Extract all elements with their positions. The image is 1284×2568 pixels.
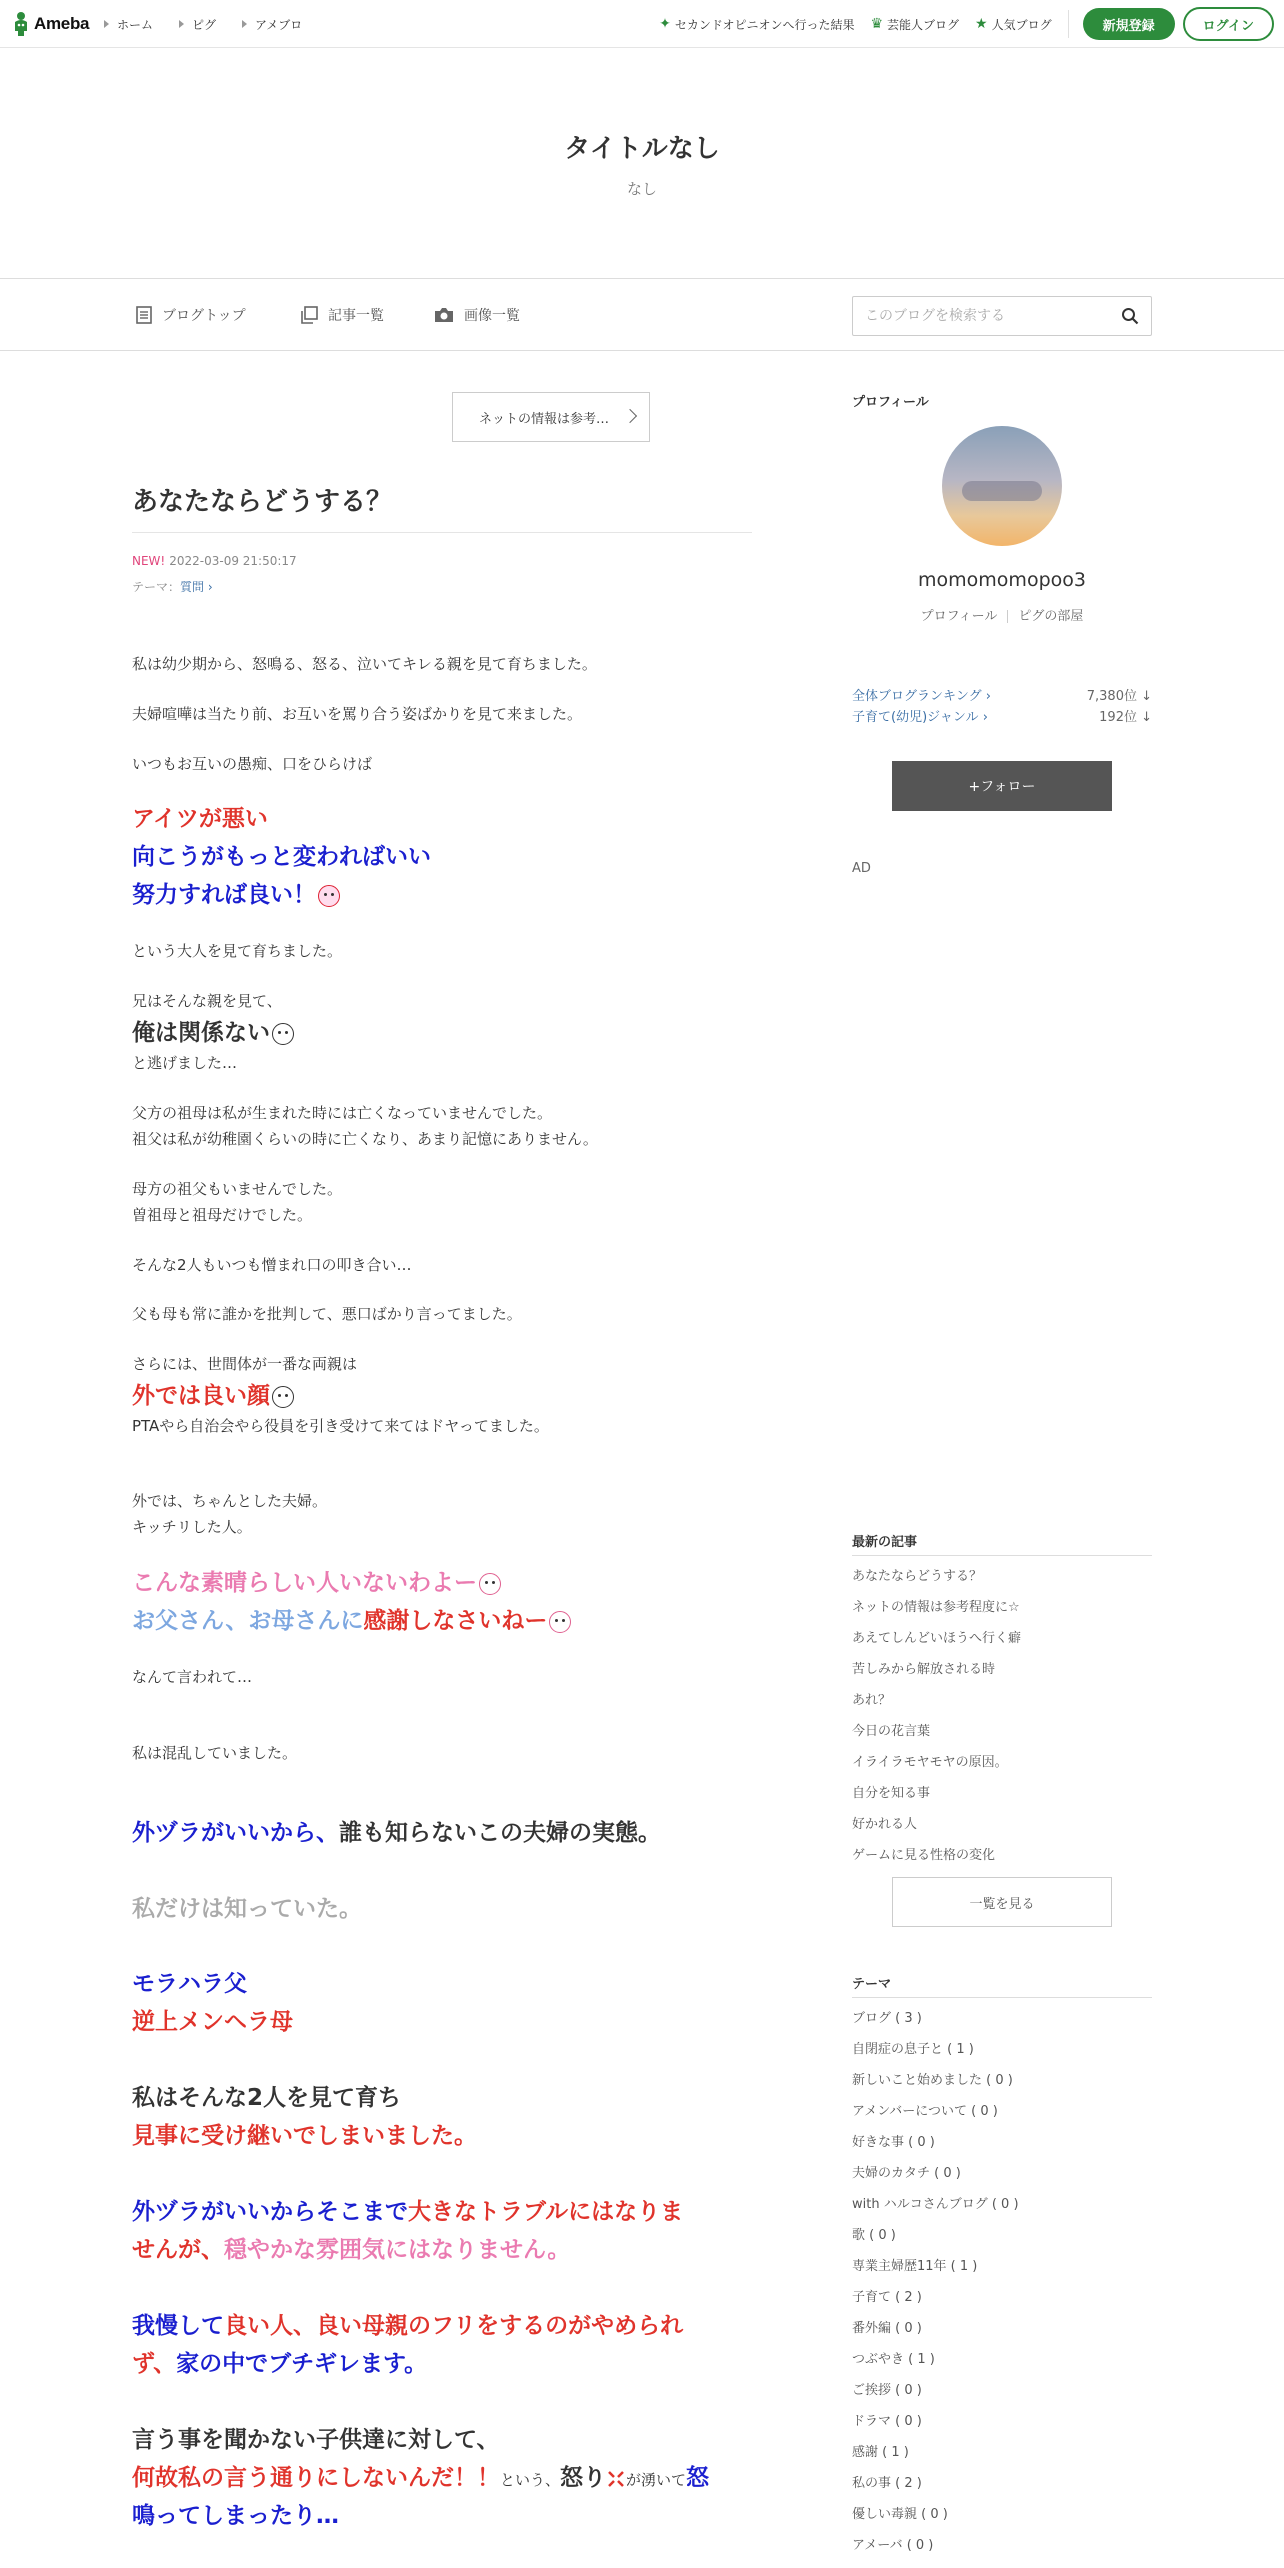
emphasis-line [132,2345,427,2383]
emphasis-line [132,2459,709,2499]
emphasis-text: 怒 [686,2465,710,2491]
blog-subtitle: なし [626,180,657,198]
emphasis-text: 努力すれば良い！ [132,882,316,908]
blog-header [0,48,1284,278]
header-divider [1068,10,1069,38]
article-theme [132,578,213,595]
link-label: 芸能人ブログ [887,17,960,32]
theme-item[interactable]: ドラマ ( 0 ) [852,2414,922,2429]
search-icon[interactable] [1121,307,1139,325]
chevron-right-icon: › [981,689,991,704]
emphasis-text: 外ヅラがいいからそこまで [132,2199,408,2225]
link-second-opinion[interactable] [659,16,854,33]
section-divider [852,1997,1152,1998]
theme-item[interactable]: つぶやき ( 1 ) [852,2352,935,2367]
text-line: なんて言われて… [132,1668,253,1686]
inline-text: が湧いて [626,2471,687,2489]
nav-article-list[interactable] [300,279,384,350]
emphasis-line [132,2307,683,2345]
ranking-value: 192位 ↓ [1099,710,1152,725]
emphasis-line: 見事に受け継いでしまいました。 [132,2123,477,2149]
emphasis-text: 感謝しなさいねー [363,1608,548,1634]
theme-item[interactable]: 感謝 ( 1 ) [852,2445,909,2460]
logo-text: Ameba [34,14,90,33]
emphasis-text: 我慢して [132,2313,224,2339]
emphasis-text: せんが、 [132,2237,224,2263]
ameba-logo[interactable] [12,10,89,38]
nav-label: 記事一覧 [328,307,384,324]
text-line: キッチリした人。 [132,1518,252,1536]
nav-pigg[interactable]: ピグ [179,16,216,33]
emphasis-line: アイツが悪い [132,806,268,832]
profile-link[interactable]: プロフィール [920,609,998,624]
emphasis-text: 誰も知らないこの夫婦の実態。 [339,1820,661,1846]
emphasis-text: お父さん、お母さんに [132,1608,364,1634]
profile-heading: プロフィール [852,395,929,410]
nav-blog-top[interactable] [136,279,246,350]
link-celebrity-blog[interactable] [870,16,959,33]
emphasis-line: モラハラ父 [132,1971,247,1997]
theme-item[interactable]: 専業主婦歴11年 ( 1 ) [852,2259,978,2274]
emphasis-line [132,1377,294,1415]
text-line: 私は幼少期から、怒鳴る、怒る、泣いてキレる親を見て育ちました。 [132,655,597,673]
emphasis-text: 怒り [560,2465,607,2491]
latest-heading: 最新の記事 [852,1535,918,1550]
emphasis-text: こんな素晴らしい人いないわよー [132,1570,477,1596]
emphasis-line [132,1564,501,1602]
link-label: セカンドオピニオンへ行った結果 [674,17,855,32]
emphasis-line [132,2193,683,2231]
inline-text: という、 [500,2471,561,2489]
text-line: 曽祖母と祖母だけでした。 [132,1206,313,1224]
text-line: 母方の祖父もいませんでした。 [132,1180,343,1198]
latest-article-item[interactable]: あえてしんどいほうへ行く癖 [852,1631,1022,1646]
theme-item[interactable]: アメンバーについて ( 0 ) [852,2104,998,2119]
emphasis-text: 外では良い顔 [132,1383,270,1409]
ranking-row[interactable] [852,685,1152,704]
theme-link[interactable]: 質問 [180,580,205,594]
latest-article-item[interactable]: ゲームに見る性格の変化 [852,1848,996,1863]
chevron-right-icon: › [978,710,988,725]
emphasis-line: 向こうがもっと変わればいい [132,844,431,870]
emphasis-line: 私はそんな2人を見て育ち [132,2085,402,2111]
text-line: 夫婦喧嘩は当たり前、お互いを罵り合う姿ばかりを見て来ました。 [132,705,583,723]
blog-search-input[interactable] [865,306,1105,326]
latest-article-item[interactable]: あなたならどうする？ [852,1569,983,1584]
prev-article-link[interactable]: ネットの情報は参考… [452,392,650,442]
profile-links [852,605,1152,624]
text-line: と逃げました… [132,1054,238,1072]
ranking-label: 全体ブログランキング [852,689,982,704]
latest-article-item[interactable]: ネットの情報は参考程度に☆ [852,1600,1020,1615]
theme-item[interactable]: 好きな事 ( 0 ) [852,2135,935,2150]
latest-article-item[interactable]: 苦しみから解放される時 [852,1662,996,1677]
text-line: 外では、ちゃんとした夫婦。 [132,1492,328,1510]
laughing-face-icon [549,1611,571,1633]
emphasis-text: 家の中でブチギレます。 [176,2351,428,2377]
text-line: PTAやら自治会やら役員を引き受けて来てはドヤってました。 [132,1417,549,1435]
theme-item[interactable]: ご挨拶 ( 0 ) [852,2383,922,2398]
theme-item[interactable]: 私の事 ( 2 ) [852,2476,922,2491]
article-date: 2022-03-09 21:50:17 [169,554,297,568]
global-header-right [643,0,1274,48]
theme-item[interactable]: 自閉症の息子と ( 1 ) [852,2042,974,2057]
emphasis-text: 俺は関係ない [132,1020,270,1046]
theme-heading: テーマ [852,1977,892,1992]
camera-icon [434,307,454,323]
emphasis-line [132,1602,571,1640]
emphasis-text: 何故私の言う通りにしないんだ！！ [132,2465,500,2491]
emphasis-text: 大きなトラブルにはなりま [408,2199,684,2225]
chevron-right-icon: › [207,580,213,594]
ranking-value: 7,380位 ↓ [1086,689,1152,704]
emphasis-line [132,876,340,914]
emphasis-line: 私だけは知っていた。 [132,1896,362,1922]
emphasis-line: 言う事を聞かない子供達に対して、 [132,2427,500,2453]
ranking-row[interactable] [852,706,1152,725]
nav-label: ブログトップ [162,307,246,324]
anger-icon [606,2469,626,2489]
blog-title[interactable]: タイトルなし [564,134,720,164]
nav-home[interactable]: ホーム [104,16,153,33]
global-header [0,0,1284,48]
theme-item[interactable]: 番外編 ( 0 ) [852,2321,922,2336]
whistling-face-icon [272,1023,294,1045]
mask-face-icon [272,1386,294,1408]
theme-item[interactable]: 歌 ( 0 ) [852,2228,896,2243]
title-divider [132,532,752,533]
text-line: 兄はそんな親を見て、 [132,992,282,1010]
section-divider [852,1555,1152,1556]
nav-label: 画像一覧 [464,307,520,324]
text-line: 父方の祖母は私が生まれた時には亡くなっていませんでした。 [132,1104,553,1122]
text-line: さらには、世間体が一番な両親は [132,1355,358,1373]
username[interactable]: momomomopoo3 [918,569,1086,591]
ameba-logo-icon [12,11,30,37]
global-nav [104,0,328,48]
theme-item[interactable]: アメーバ ( 0 ) [852,2538,934,2553]
emphasis-line [132,1014,294,1052]
theme-item[interactable]: 優しい毒親 ( 0 ) [852,2507,948,2522]
theme-item[interactable]: with ハルコさんブログ ( 0 ) [852,2197,1019,2212]
nav-image-list[interactable] [434,279,520,350]
theme-item[interactable]: 新しいこと始めました ( 0 ) [852,2073,1013,2088]
link-label: 人気ブログ [991,17,1052,32]
crown-icon: ♛ [870,16,884,32]
theme-item[interactable]: 夫婦のカタチ ( 0 ) [852,2166,961,2181]
text-line: いつもお互いの愚痴、口をひらけば [132,755,373,773]
emphasis-text: ず、 [132,2351,177,2377]
star-icon: ★ [975,16,988,32]
theme-label: テーマ： [132,580,181,594]
view-all-button[interactable]: 一覧を見る [892,1877,1112,1927]
login-button[interactable]: ログイン [1183,7,1274,41]
text-line: 私は混乱していました。 [132,1744,298,1762]
avatar[interactable] [942,426,1062,546]
text-line: そんな2人もいつも憎まれ口の叩き合い… [132,1256,412,1274]
text-line: という大人を見て育ちました。 [132,942,343,960]
theme-item[interactable]: 子育て ( 2 ) [852,2290,922,2305]
link-popular-blog[interactable] [975,16,1052,33]
register-button[interactable]: 新規登録 [1083,8,1175,40]
new-badge: NEW! [132,554,166,568]
emphasis-text: 穏やかな雰囲気にはなりません。 [224,2237,571,2263]
copy-icon [300,306,318,324]
latest-article-item[interactable]: イライラモヤモヤの原因。 [852,1755,1008,1770]
blog-search [852,296,1152,336]
latest-article-item[interactable]: 今日の花言葉 [852,1724,931,1739]
angry-face-icon [318,885,340,907]
pigg-room-link[interactable]: ピグの部屋 [1018,609,1084,624]
document-icon [136,306,152,324]
blog-nav [0,278,1284,351]
emphasis-text: 外ヅラがいいから、 [132,1820,339,1846]
theme-item[interactable]: ブログ ( 3 ) [852,2011,922,2026]
emphasis-line: 鳴ってしまったり… [132,2503,339,2529]
emphasis-line: 逆上メンヘラ母 [132,2009,293,2035]
latest-article-item[interactable]: 好かれる人 [852,1817,918,1832]
emphasis-line [132,1814,661,1852]
smiling-face-icon [479,1573,501,1595]
link-divider [1007,610,1008,623]
text-line: 父も母も常に誰かを批判して、悪口ばかり言ってました。 [132,1305,522,1323]
nav-ameblo[interactable]: アメブロ [242,16,302,33]
article-meta [132,554,297,568]
follow-button[interactable]: +フォロー [892,761,1112,811]
emphasis-text: 良い人、良い母親のフリをするのがやめられ [224,2313,684,2339]
ranking-label: 子育て(幼児)ジャンル [852,710,979,725]
ad-label: AD [852,861,871,876]
text-line: 祖父は私が幼稚園くらいの時に亡くなり、あまり記憶にありません。 [132,1130,598,1148]
latest-article-item[interactable]: あれ？ [852,1693,892,1708]
sparkle-icon: ✦ [659,16,671,32]
article-title[interactable]: あなたならどうする？ [132,487,393,517]
latest-article-item[interactable]: 自分を知る事 [852,1786,931,1801]
emphasis-line [132,2231,570,2269]
